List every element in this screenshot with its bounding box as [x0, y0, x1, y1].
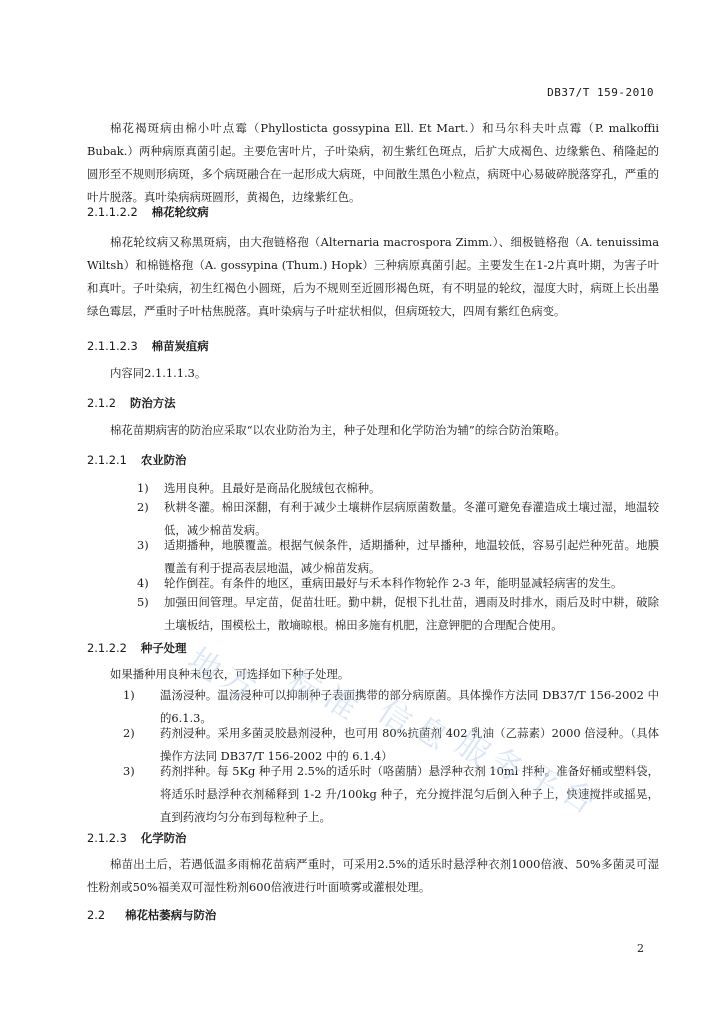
- watermark-char: 息: [406, 707, 455, 758]
- section-number: 2.1.2.1: [87, 453, 127, 467]
- watermark-char: 台: [554, 771, 603, 822]
- section-number: 2.1.2.2: [87, 641, 127, 655]
- section-number: 2.1.2: [87, 396, 116, 410]
- list-item-text: 适期播种，地膜覆盖。根据气候条件，适期播种，过早播种，地温较低，容易引起烂种死苗。地膜覆盖有利于提高表层地温，减少棉苗发病。: [164, 538, 659, 575]
- section-title: 棉苗炭疽病: [151, 339, 209, 353]
- section-title: 棉花轮纹病: [151, 205, 209, 219]
- section-number: 2.1.2.3: [87, 831, 127, 845]
- page-number: 2: [637, 942, 644, 955]
- watermark-char: 准: [316, 677, 365, 728]
- watermark-char: 平: [518, 755, 567, 806]
- section-number: 2.1.1.2.3: [87, 339, 138, 353]
- section-title: 棉花枯萎病与防治: [125, 908, 217, 922]
- section-title: 防治方法: [129, 396, 176, 410]
- list-item-number: 5): [137, 595, 149, 609]
- list-item-text: 温汤浸种。温汤浸种可以抑制种子表面携带的部分病原菌。具体操作方法同 DB37/T 156-2002 中的6.1.3。: [160, 688, 659, 725]
- section-heading-2-2: [87, 907, 216, 923]
- section-heading-2-1-2: [87, 395, 176, 411]
- watermark-char: 标: [280, 661, 329, 712]
- list-item: [123, 760, 659, 829]
- paragraph-control-strategy: 棉花苗期病害的防治应采取“以农业防治为主，种子处理和化学防治为辅”的综合防治策略。: [110, 423, 566, 437]
- list-item-text: 药剂拌种。每 5Kg 种子用 2.5%的适乐时（咯菌腈）悬浮种衣剂 10ml 拌种。准备好桶或塑料袋，将适乐时悬浮种衣剂稀释到 1-2 升/100kg 种子，充分搅拌混匀后倒入种子上，快速搅拌或摇晃，直到药液均匀分布到每粒种子上。: [160, 764, 659, 824]
- section-title: 化学防治: [140, 831, 187, 845]
- section-heading-2-1-2-3: [87, 830, 186, 846]
- list-item-text: 秋耕冬灌。棉田深翻，有利于减少土壤耕作层病原菌数量。冬灌可避免春灌造成土壤过湿，地温较低，减少棉苗发病。: [164, 500, 659, 537]
- list-item-number: 3): [123, 764, 135, 778]
- paragraph-seed-intro: 如果播种用良种未包衣，可选择如下种子处理。: [110, 667, 350, 681]
- list-item-number: 2): [137, 500, 149, 514]
- watermark-char: 服: [448, 723, 497, 774]
- watermark-char: 务: [482, 739, 531, 790]
- section-heading-2-1-2-2: [87, 640, 186, 656]
- list-item-text: 轮作倒茬。有条件的地区，重病田最好与禾本科作物轮作 2-3 年，能明显减轻病害的发生。: [164, 576, 623, 590]
- list-item-number: 2): [123, 726, 135, 740]
- section-heading-2-1-1-2-3: [87, 338, 209, 354]
- section-heading-2-1-2-1: [87, 452, 186, 468]
- section-title: 农业防治: [140, 453, 187, 467]
- paragraph-chemical-control: 棉苗出土后，若遇低温多雨棉花苗病严重时，可采用2.5%的适乐时悬浮种衣剂1000倍液、50%多菌灵可湿性粉剂或50%福美双可湿性粉剂600倍液进行叶面喷雾或灌根处理。: [87, 857, 659, 894]
- section-number: 2.2: [87, 908, 106, 922]
- paragraph-brown-spot: 棉花褐斑病由棉小叶点霉（Phyllosticta gossypina Ell. Et Mart.）和马尔科夫叶点霉（P. malkoffii Bubak.）两种病原真菌引起。主要危害叶片，子叶染病，初生紫红色斑点，后扩大成褐色、边缘紫色、稍隆起的圆形至不规则形病斑，多个病斑融合在一起形成大病斑，中间散生黑色小粒点，病斑中心易破碎脱落穿孔，严重的叶片脱落。真叶染病病斑圆形，黄褐色，边缘紫红色。: [87, 121, 659, 204]
- list-item-text: 药剂浸种。采用多菌灵胶悬剂浸种，也可用 80%抗菌剂 402 乳油（乙蒜素）2000 倍浸种。（具体操作方法同 DB37/T 156-2002 中的 6.1.4）: [160, 726, 659, 763]
- document-code: DB37/T 159-2010: [547, 86, 654, 99]
- watermark-char: 地: [180, 639, 229, 690]
- list-item-number: 1): [123, 688, 135, 702]
- list-item: [137, 591, 659, 637]
- list-item-number: 4): [137, 576, 149, 590]
- section-heading-2-1-1-2-2: [87, 204, 209, 220]
- section-title: 种子处理: [140, 641, 187, 655]
- section-number: 2.1.1.2.2: [87, 205, 138, 219]
- watermark-char: 信: [370, 691, 419, 742]
- paragraph-anthracnose: 内容同2.1.1.1.3。: [110, 366, 207, 380]
- list-item-number: 1): [137, 481, 149, 495]
- list-item-number: 3): [137, 538, 149, 552]
- list-item-text: 加强田间管理。早定苗，促苗壮旺。勤中耕，促根下扎壮苗，遇雨及时排水，雨后及时中耕，破除土壤板结，围模松土，散墒晾根。棉田多施有机肥，注意钾肥的合理配合使用。: [164, 595, 659, 632]
- list-item-text: 选用良种。且最好是商品化脱绒包衣棉种。: [164, 481, 381, 495]
- watermark-char: 方: [214, 657, 263, 708]
- paragraph-ring-spot: 棉花轮纹病又称黑斑病，由大孢链格孢（Alternaria macrospora Zimm.）、细极链格孢（A. tenuissima Wiltsh）和棉链格孢（A. gossypina (Thum.) Hopk）三种病原真菌引起。主要发生在1-2片真叶期，为害子叶和真叶。子叶染病，初生红褐色小圆斑，后为不规则至近圆形褐色斑，有不明显的轮纹，湿度大时，病斑上长出墨绿色霉层，严重时子叶枯焦脱落。真叶染病与子叶症状相似，但病斑较大，四周有紫红色病变。: [87, 235, 659, 318]
